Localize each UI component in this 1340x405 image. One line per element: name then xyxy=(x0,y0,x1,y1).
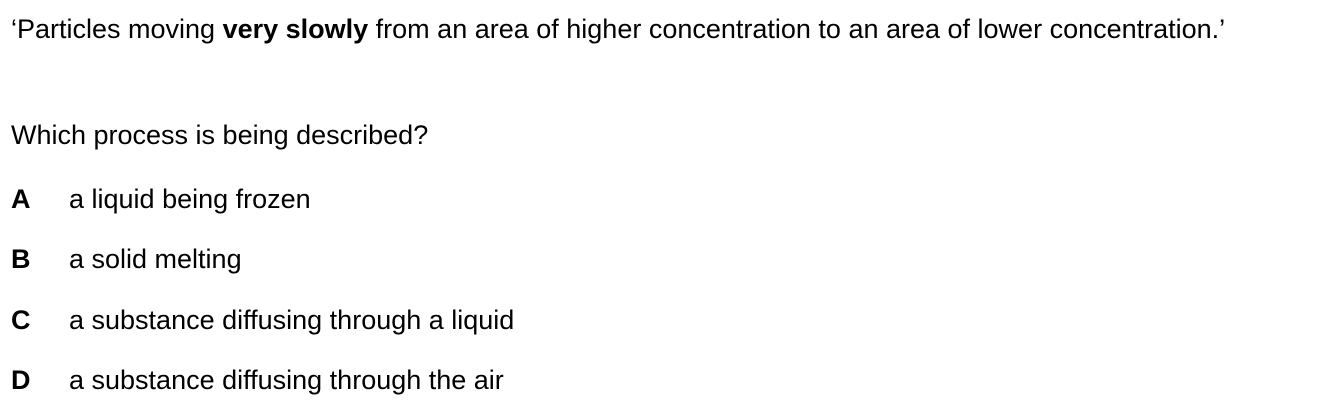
option-letter: D xyxy=(11,365,31,395)
option-text: a solid melting xyxy=(69,244,242,274)
option-d[interactable] xyxy=(11,362,504,398)
question-prompt: Which process is being described? xyxy=(11,120,429,150)
question-statement xyxy=(11,11,1329,47)
statement-text-after: from an area of higher concentration to an area of lower concentration.’ xyxy=(368,14,1226,44)
option-a[interactable] xyxy=(11,181,311,217)
option-letter: A xyxy=(11,184,31,214)
option-text: a substance diffusing through a liquid xyxy=(69,305,515,335)
statement-text-before: ‘Particles moving xyxy=(11,14,223,44)
statement-emphasis: very slowly xyxy=(222,14,369,44)
option-b[interactable] xyxy=(11,241,242,277)
option-letter: B xyxy=(11,244,31,274)
option-text: a liquid being frozen xyxy=(69,184,311,214)
option-c[interactable] xyxy=(11,302,514,338)
option-letter: C xyxy=(11,305,31,335)
option-text: a substance diffusing through the air xyxy=(69,365,504,395)
